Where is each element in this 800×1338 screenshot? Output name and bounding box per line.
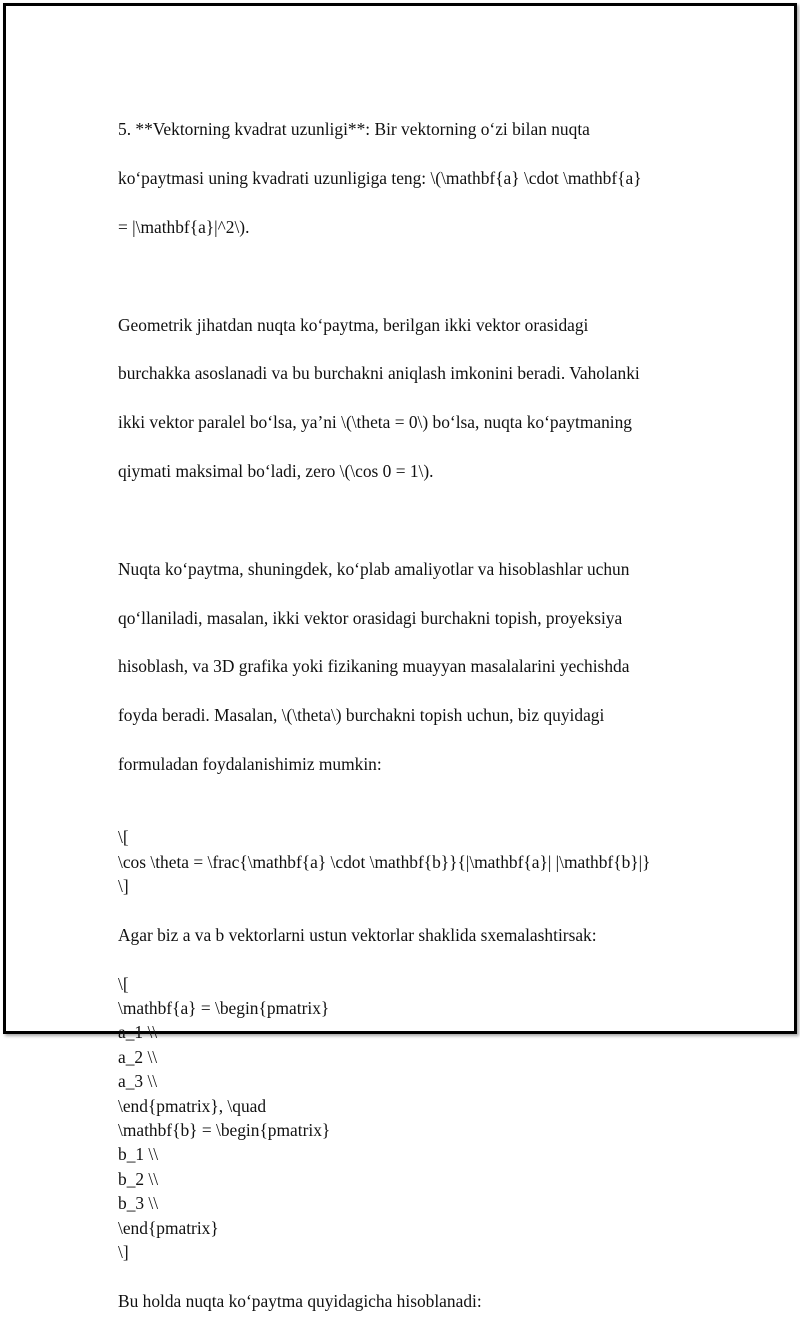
formula-line: \end{pmatrix} (118, 1217, 219, 1238)
formula-line: b_2 \\ (118, 1168, 159, 1189)
formula-line: \[ (118, 973, 129, 994)
formula-line: \] (118, 1242, 129, 1263)
paragraph-geometric-meaning (118, 288, 698, 508)
paragraph-column-vectors: Agar biz a va b vektorlarni ustun vektorlar shaklida sxemalashtirsak: (118, 924, 597, 945)
formula-cos-theta (118, 825, 698, 898)
formula-line: a_3 \\ (118, 1071, 158, 1092)
formula-line: b_3 \\ (118, 1193, 159, 1214)
document-body (118, 93, 698, 1338)
text-line: qo‘llaniladi, masalan, ikki vektor orasidagi burchakni topish, proyeksiya (118, 607, 623, 628)
formula-line: \mathbf{a} = \begin{pmatrix} (118, 997, 330, 1018)
text-line: 5. **Vektorning kvadrat uzunligi**: Bir vektorning o‘zi bilan nuqta (118, 119, 590, 140)
text-line: formuladan foydalanishimiz mumkin: (118, 753, 382, 774)
formula-line: b_1 \\ (118, 1144, 159, 1165)
formula-pmatrix (118, 972, 698, 1265)
formula-line: \end{pmatrix}, \quad (118, 1095, 267, 1116)
text-line: ikki vektor paralel bo‘lsa, ya’ni \(\theta = 0\) bo‘lsa, nuqta ko‘paytmaning (118, 412, 632, 433)
formula-line: a_1 \\ (118, 1022, 158, 1043)
formula-line: \mathbf{b} = \begin{pmatrix} (118, 1119, 331, 1140)
formula-line: \[ (118, 827, 129, 848)
text-line: ko‘paytmasi uning kvadrati uzunligiga teng: \(\mathbf{a} \cdot \mathbf{a} (118, 168, 642, 189)
text-line: Geometrik jihatdan nuqta ko‘paytma, berilgan ikki vektor orasidagi (118, 314, 589, 335)
text-line: hisoblash, va 3D grafika yoki fizikaning muayyan masalalarini yechishda (118, 656, 630, 677)
formula-line: \cos \theta = \frac{\mathbf{a} \cdot \mathbf{b}}{|\mathbf{a}| |\mathbf{b}|} (118, 851, 651, 872)
text-line: burchakka asoslanadi va bu burchakni aniqlash imkonini beradi. Vaholanki (118, 363, 640, 384)
paragraph-vector-square-length (118, 93, 698, 264)
text-line: = |\mathbf{a}|^2\). (118, 217, 250, 238)
text-line: Nuqta ko‘paytma, shuningdek, ko‘plab amaliyotlar va hisoblashlar uchun (118, 558, 630, 579)
text-line: qiymati maksimal bo‘ladi, zero \(\cos 0 = 1\). (118, 461, 434, 482)
paragraph-applications (118, 532, 698, 800)
text-line: foyda beradi. Masalan, \(\theta\) burchakni topish uchun, biz quyidagi (118, 705, 605, 726)
formula-line: a_2 \\ (118, 1046, 158, 1067)
paragraph-computation-intro: Bu holda nuqta ko‘paytma quyidagicha hisoblanadi: (118, 1290, 482, 1311)
formula-line: \] (118, 875, 129, 896)
